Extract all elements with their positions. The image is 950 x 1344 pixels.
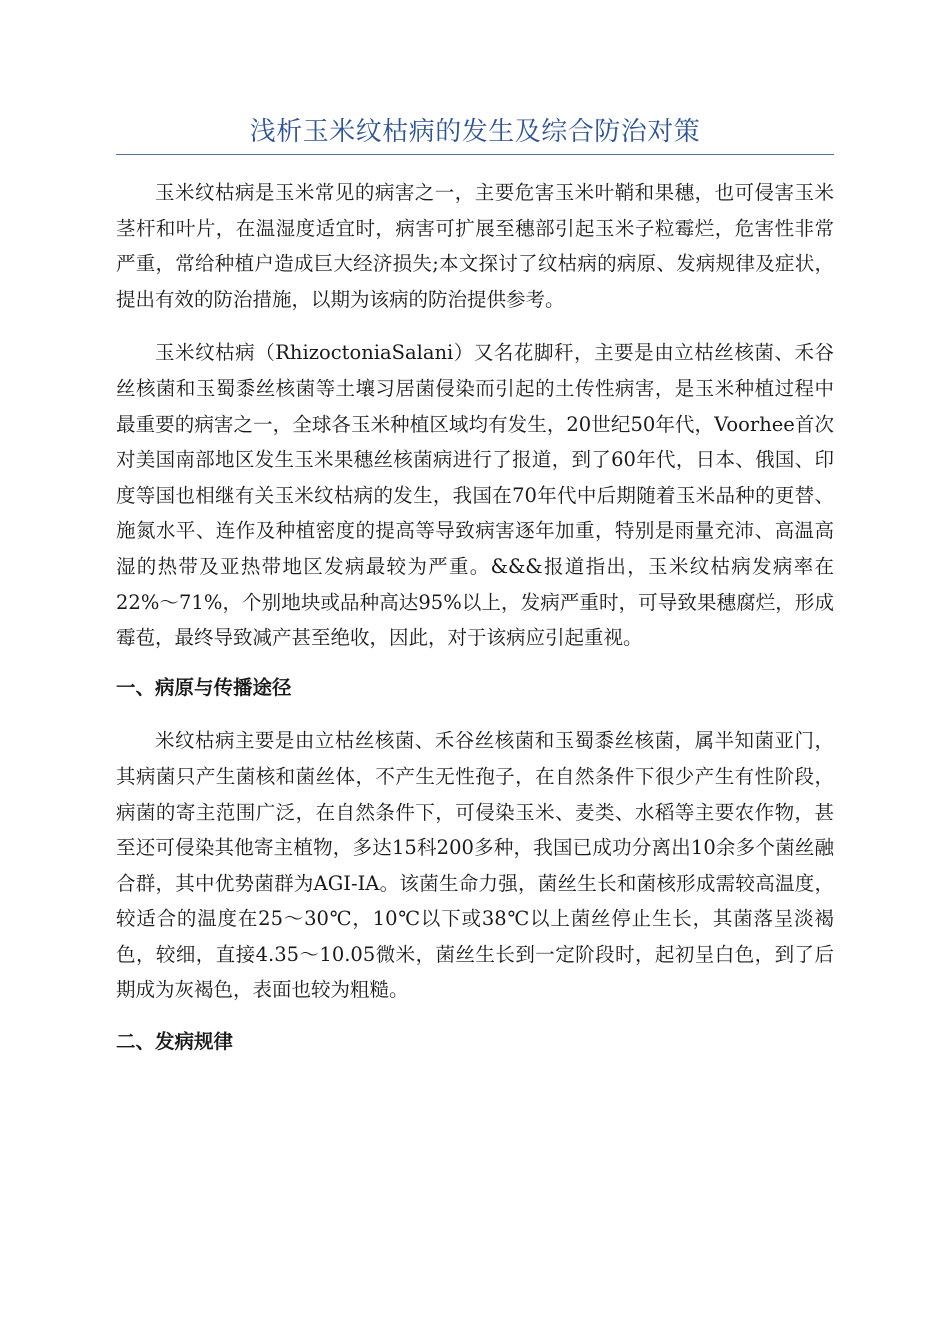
section-heading-occurrence: 二、发病规律 [116,1030,234,1054]
pathogen-paragraph: 米纹枯病主要是由立枯丝核菌、禾谷丝核菌和玉蜀黍丝核菌，属半知菌亚门，其病菌只产生菌核和菌丝体，不产生无性孢子，在自然条件下很少产生有性阶段，病菌的寄主范围广泛，在自然条件下，可侵染玉米、麦类、水稻等主要农作物，甚至还可侵染其他寄主植物，多达15科200多种，我国已成功分离出10余多个菌丝融合群，其中优势菌群为AGI-IA。该菌生命力强，菌丝生长和菌核形成需较高温度，较适合的温度在25～30℃，10℃以下或38℃以上菌丝停止生长，其菌落呈淡褐色，较细，直接4.35～10.05微米，菌丝生长到一定阶段时，起初呈白色，到了后期成为灰褐色，表面也较为粗糙。 [116,729,834,1002]
section-heading-pathogen: 一、病原与传播途径 [116,675,292,699]
background-paragraph: 玉米纹枯病（RhizoctoniaSalani）又名花脚秆，主要是由立枯丝核菌、禾谷丝核菌和玉蜀黍丝核菌等土壤习居菌侵染而引起的土传性病害，是玉米种植过程中最重要的病害之一，全球各玉米种植区域均有发生，20世纪50年代，Voorhee首次对美国南部地区发生玉米果穗丝核菌病进行了报道，到了60年代，日本、俄国、印度等国也相继有关玉米纹枯病的发生，我国在70年代中后期随着玉米品种的更替、施氮水平、连作及种植密度的提高等导致病害逐年加重，特别是雨量充沛、高温高湿的热带及亚热带地区发病最较为严重。&&&报道指出，玉米纹枯病发病率在22%～71%，个别地块或品种高达95%以上，发病严重时，可导致果穗腐烂，形成霉苞，最终导致减产甚至绝收，因此，对于该病应引起重视。 [116,341,834,650]
document-page [116,112,834,1060]
intro-paragraph: 玉米纹枯病是玉米常见的病害之一，主要危害玉米叶鞘和果穗，也可侵害玉米茎杆和叶片，在温湿度适宜时，病害可扩展至穗部引起玉米子粒霉烂，危害性非常严重，常给种植户造成巨大经济损失;本文探讨了纹枯病的病原、发病规律及症状，提出有效的防治措施，以期为该病的防治提供参考。 [116,181,834,311]
document-title: 浅析玉米纹枯病的发生及综合防治对策 [116,112,834,155]
